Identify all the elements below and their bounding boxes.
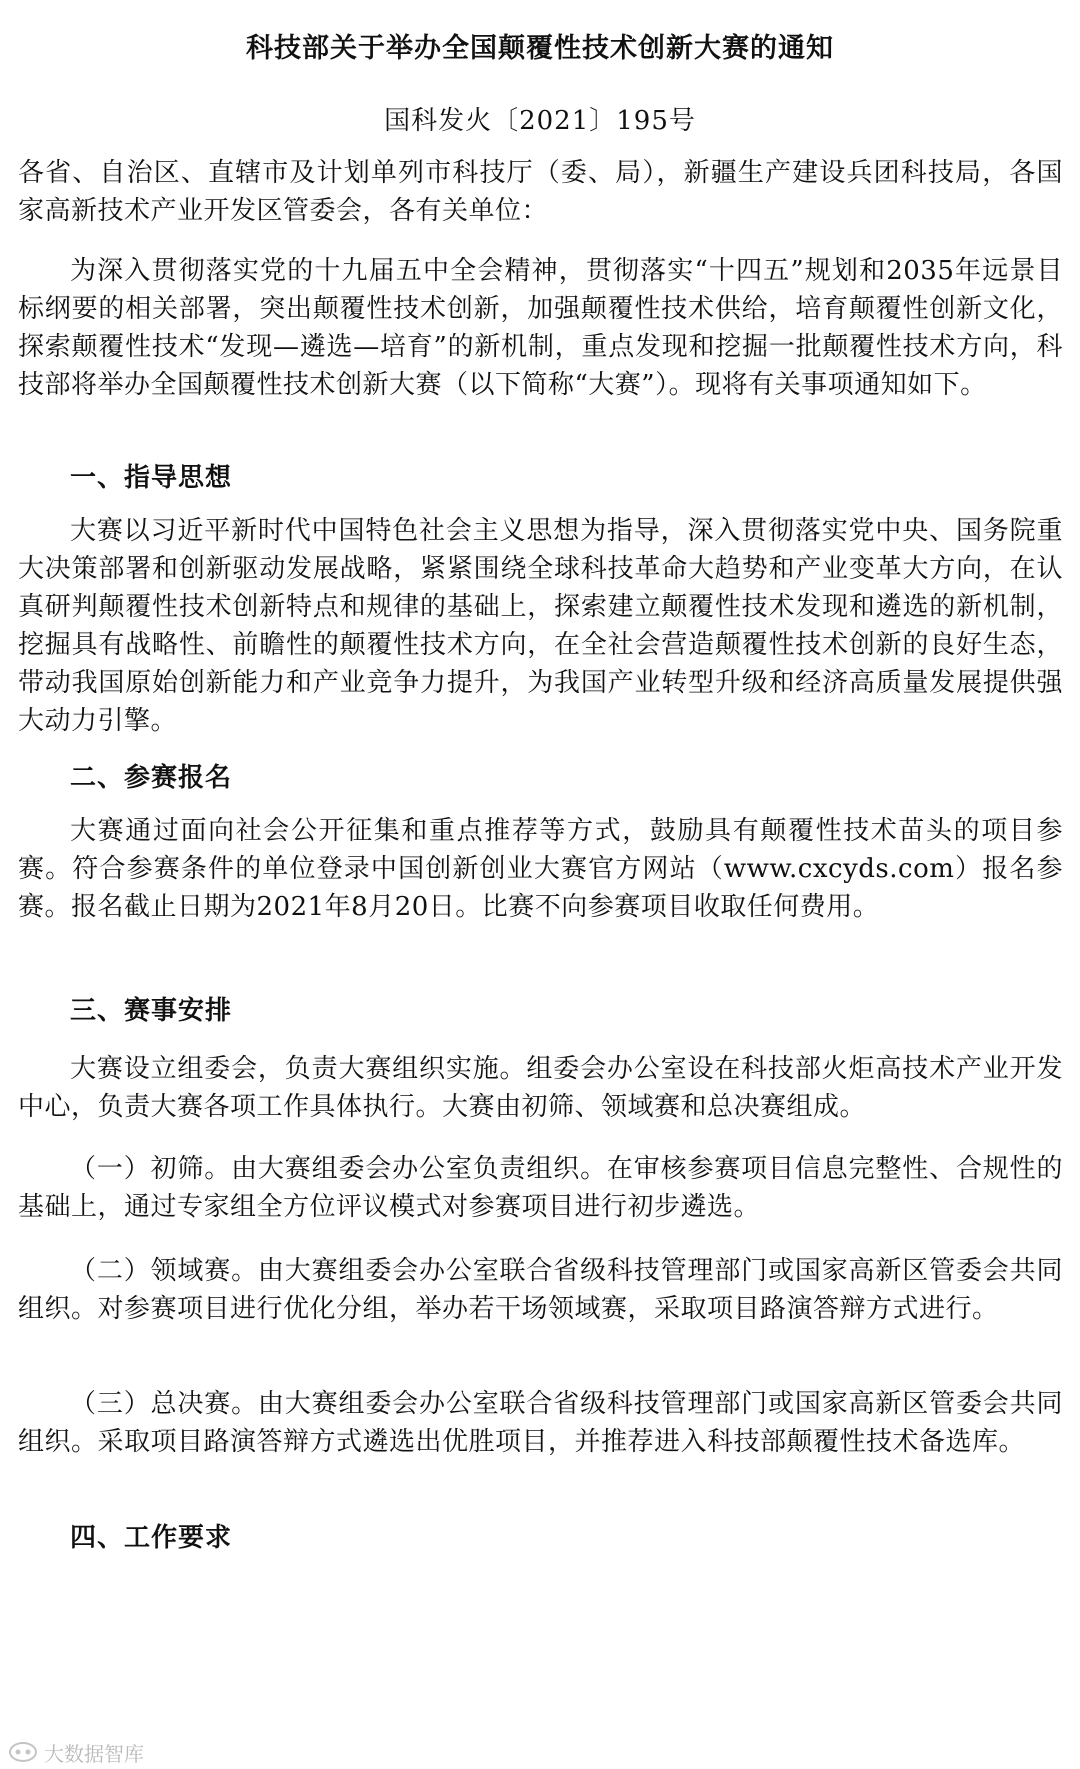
section-heading-1: 一、指导思想 [70,463,233,493]
logo-icon [8,1741,38,1763]
section-heading-4: 四、工作要求 [70,1523,233,1553]
document-title: 科技部关于举办全国颠覆性技术创新大赛的通知 [246,33,834,64]
section-3-paragraph-1: 大赛设立组委会，负责大赛组织实施。组委会办公室设在科技部火炬高技术产业开发中心，负责大赛各项工作具体执行。大赛由初筛、领域赛和总决赛组成。 [18,1054,1063,1122]
section-heading-2: 二、参赛报名 [70,763,233,793]
section-3-paragraph-3: （二）领域赛。由大赛组委会办公室联合省级科技管理部门或国家高新区管委会共同组织。对参赛项目进行优化分组，举办若干场领域赛，采取项目路演答辩方式进行。 [18,1256,1063,1324]
section-heading-3: 三、赛事安排 [70,996,233,1026]
intro-paragraph: 为深入贯彻落实党的十九届五中全会精神，贯彻落实“十四五”规划和2035年远景目标纲要的相关部署，突出颠覆性技术创新，加强颠覆性技术供给，培育颠覆性创新文化，探索颠覆性技术“发现—遴选—培育”的新机制，重点发现和挖掘一批颠覆性技术方向，科技部将举办全国颠覆性技术创新大赛（以下简称“大赛”）。现将有关事项通知如下。 [18,256,1063,400]
watermark-text: 大数据智库 [44,1741,144,1766]
addressee-paragraph: 各省、自治区、直辖市及计划单列市科技厅（委、局），新疆生产建设兵团科技局，各国家高新技术产业开发区管委会，各有关单位： [18,158,1063,226]
section-3-paragraph-4: （三）总决赛。由大赛组委会办公室联合省级科技管理部门或国家高新区管委会共同组织。采取项目路演答辩方式遴选出优胜项目，并推荐进入科技部颠覆性技术备选库。 [18,1389,1063,1457]
section-1-paragraph-1: 大赛以习近平新时代中国特色社会主义思想为指导，深入贯彻落实党中央、国务院重大决策部署和创新驱动发展战略，紧紧围绕全球科技革命大趋势和产业变革大方向，在认真研判颠覆性技术创新特点和规律的基础上，探索建立颠覆性技术发现和遴选的新机制，挖掘具有战略性、前瞻性的颠覆性技术方向，在全社会营造颠覆性技术创新的良好生态，带动我国原始创新能力和产业竞争力提升，为我国产业转型升级和经济高质量发展提供强大动力引擎。 [18,516,1063,736]
document-number: 国科发火〔2021〕195号 [384,106,696,136]
section-2-paragraph-1: 大赛通过面向社会公开征集和重点推荐等方式，鼓励具有颠覆性技术苗头的项目参赛。符合参赛条件的单位登录中国创新创业大赛官方网站（www.cxcyds.com）报名参赛。报名截止日期为2021年8月20日。比赛不向参赛项目收取任何费用。 [18,816,1063,922]
watermark [8,1738,144,1766]
section-3-paragraph-2: （一）初筛。由大赛组委会办公室负责组织。在审核参赛项目信息完整性、合规性的基础上，通过专家组全方位评议模式对参赛项目进行初步遴选。 [18,1154,1063,1222]
